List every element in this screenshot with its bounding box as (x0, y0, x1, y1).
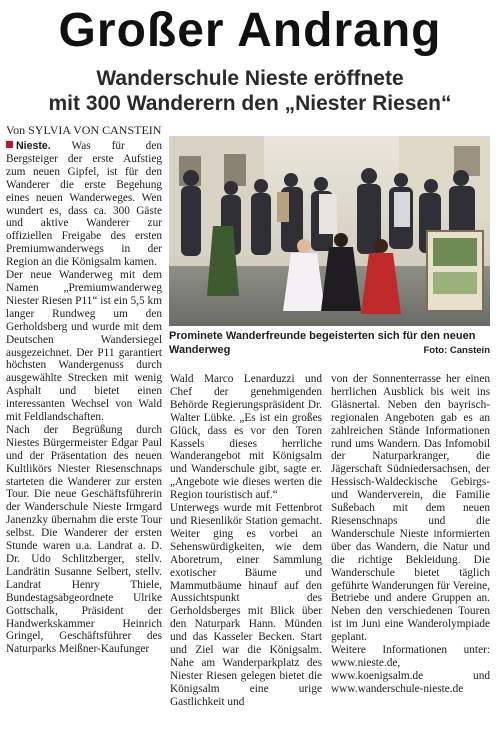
group-photo (169, 136, 490, 326)
article-paragraph: Weitere Informationen unter: www.nieste.de, www.koenigsalm.de und www.wanderschule-nieste.de (331, 644, 490, 695)
group-photo-image (169, 136, 490, 326)
subheadline-line-1: Wanderschule Nieste eröffnete (96, 67, 404, 90)
headline: Großer Andrang (58, 4, 442, 57)
caption-text: Prominete Wanderfreunde begeisterten sich für den neuen Wanderweg (169, 330, 476, 356)
article-column-1 (6, 140, 162, 656)
subheadline-line-2: mit 300 Wanderern den „Niester Riesen“ (48, 92, 452, 115)
dateline-square-icon (6, 141, 13, 148)
photo-caption (169, 330, 490, 357)
article-paragraph: Der neue Wanderweg mit dem Namen „Premiumwanderweg Niester Riesen P11“ ist ein 5,5 km langer Rundweg um den Gerholdsberg und wurde mit dem Deutschen Wandersiegel ausgezeichnet. Der P11 garantiert höchsten Wandergenuss durch ausgewählte Strecken mit wenig Asphalt und bietet einen interessanten Wechsel von Wald mit Feldlandschaften. (6, 269, 162, 424)
article-paragraph: Nach der Begrüßung durch Niestes Bürgermeister Edgar Paul und der Präsentation des neuen Kultlikörs Niester Riesenschnaps starteten die Wanderer zur ersten Tour. Die neue Geschäftsführerin der Wanderschule Nieste Irmgard Janenzky übernahm die erste Tour selbst. Die Wanderer der ersten Stunde waren u.a. Landrat a. D. Dr. Udo Schlitzberger, stellv. Landrätin Susanne Selbert, stellv. Landrat Henry Thiele, Bundestagsabgeordnete Ulrike Gottschalk, Präsident der Handwerkskammer Heinrich Gringel, Geschäftsführer des Naturparks Meißner-Kaufunger (6, 423, 162, 656)
article-paragraph: Unterwegs wurde mit Fettenbrot und Riesenlikör Station gemacht. Weiter ging es vorbei an Sehenswürdigkeiten, wie dem Aboretrum, einer Sammlung exotischer Bäume und Mammutbäume hinauf auf den Aussichtspunkt des Gerholdsberges mit Blick über den Naturpark Hann. Münden und das Kasseler Becken. Start und Ziel war die Königsalm. Nahe am Wanderparkplatz des Niester Riesen gelegen bietet die Königsalm eine urige Gastlichkeit und (170, 502, 322, 708)
dateline: Nieste. (16, 140, 51, 152)
article-paragraph: Wald Marco Lenarduzzi und Chef der genehmigenden Behörde Regierungspräsident Dr. Walter Lübke. „Es ist ein großes Glück, dass es vor den Toren Kassels dieses herrliche Wanderangebot mit Königsalm und Wanderschule gibt, sagte er. „Angebote wie dieses werten die Region touristisch auf.“ (170, 373, 322, 502)
article-column-3 (331, 373, 490, 696)
subheadline (0, 66, 500, 116)
photo-credit: Foto: Canstein (423, 344, 490, 356)
article-paragraph (6, 140, 162, 269)
byline: Von SYLVIA VON CANSTEIN (6, 123, 162, 137)
paragraph-text: Was für den Bergsteiger der erste Aufstieg zum neuen Gipfel, ist für den Wanderer die erste Begehung eines neuen Wanderweges. Wen wundert es, dass ca. 300 Gäste und aktive Wanderer zur offiziellen Freigabe des ersten Premiumwanderwegs in der Region an die Königsalm kamen. (6, 140, 162, 269)
article-column-2 (170, 373, 322, 709)
article-paragraph: von der Sonnenterrasse her einen herrlichen Ausblick bis weit ins Gläsnertal. Neben den bayrisch-regionalen Angeboten gab es an zahlreichen Stände Informationen rund ums Wandern. Das Infomobil der Naturparkranger, die Jägerschaft Südniedersachsen, der Hessisch-Waldeckische Gebirgs- und Wanderverein, die Familie Sußebach mit dem neuen Riesenschnaps und die Wanderschule Nieste informierten über das Wandern, die Natur und die richtige Bekleidung. Die Wanderschule bietet täglich geführte Wanderungen für Vereine, Betriebe und andere Gruppen an. Neben den verschiedenen Touren ist im Juni eine Wanderolympiade geplant. (331, 373, 490, 644)
